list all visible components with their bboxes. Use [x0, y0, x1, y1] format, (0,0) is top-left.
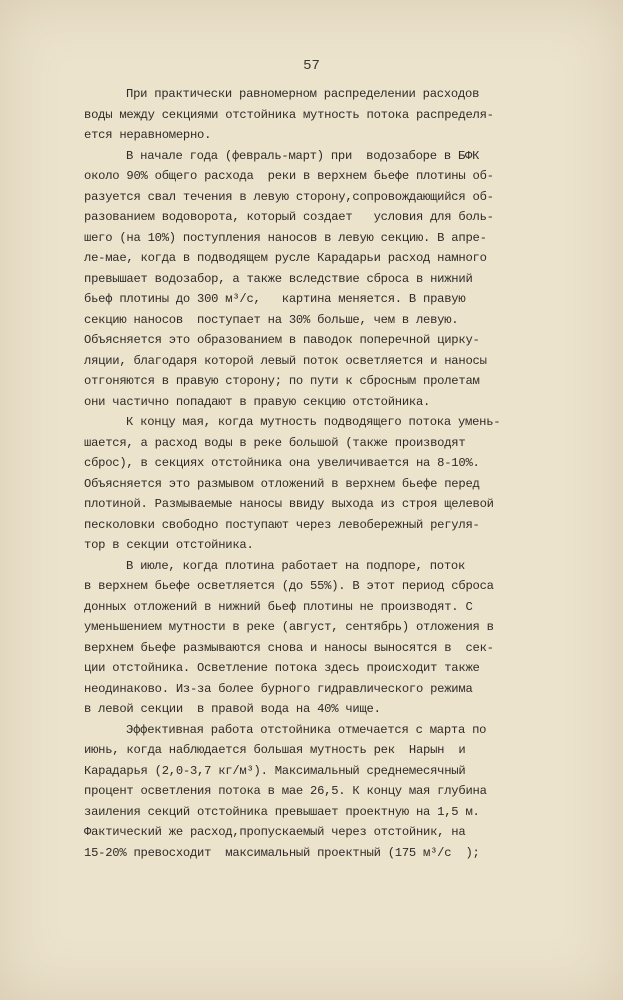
text-line: донных отложений в нижний бьеф плотины не производят. С: [84, 599, 473, 614]
text-line: разованием водоворота, который создает условия для боль-: [84, 210, 494, 224]
text-line: превышает водозабор, а также вследствие сброса в нижний: [84, 271, 473, 286]
text-line: Объясняется это образованием в паводок поперечной цирку-: [84, 333, 480, 347]
text-line: 15-20% превосходит максимальный проектный (175 м³/с );: [84, 845, 480, 860]
text-line: уменьшением мутности в реке (август, сентябрь) отложения в: [84, 620, 494, 634]
text-line: бьеф плотины до 300 м³/с, картина меняется. В правую: [84, 292, 466, 306]
body-text: [84, 84, 544, 863]
text-line: шего (на 10%) поступления наносов в левую секцию. В апре-: [84, 230, 487, 245]
text-line: При практически равномерном распределении расходов: [126, 87, 480, 101]
text-line: Эффективная работа отстойника отмечается с марта по: [126, 722, 487, 737]
text-line: В июле, когда плотина работает на подпоре, поток: [126, 558, 466, 573]
page-number: 57: [303, 58, 320, 74]
text-line: В начале года (февраль-март) при водозаборе в БФК: [126, 148, 480, 163]
text-line: разуется свал течения в левую сторону,сопровождающийся об-: [84, 189, 494, 204]
text-line: июнь, когда наблюдается большая мутность рек Нарын и: [84, 743, 466, 757]
text-line: заиления секций отстойника превышает проектную на 1,5 м.: [84, 804, 480, 819]
text-line: процент осветления потока в мае 26,5. К концу мая глубина: [84, 784, 487, 798]
text-line: неодинаково. Из-за более бурного гидравлического режима: [84, 681, 473, 696]
text-line: К концу мая, когда мутность подводящего потока умень-: [126, 415, 501, 429]
text-line: ется неравномерно.: [84, 128, 212, 142]
text-line: в левой секции в правой вода на 40% чище.: [84, 702, 381, 716]
text-line: ле-мае, когда в подводящем русле Карадарьи расход намного: [84, 251, 487, 265]
text-line: плотиной. Размываемые наносы ввиду выхода из строя щелевой: [84, 497, 494, 511]
text-line: верхнем бьефе размываются снова и наносы выносятся в сек-: [84, 640, 494, 655]
text-line: тор в секции отстойника.: [84, 538, 254, 552]
text-line: ции отстойника. Осветление потока здесь происходит также: [84, 661, 480, 675]
text-line: сброс), в секциях отстойника она увеличивается на 8-10%.: [84, 456, 480, 470]
text-line: Карадарья (2,0-3,7 кг/м³). Максимальный среднемесячный: [84, 763, 466, 778]
text-line: они частично попадают в правую секцию отстойника.: [84, 394, 431, 409]
text-line: Фактический же расход,пропускаемый через отстойник, на: [84, 825, 466, 839]
text-line: песколовки свободно поступают через левобережный регуля-: [84, 517, 480, 532]
text-line: около 90% общего расхода реки в верхнем бьефе плотины об-: [84, 169, 494, 183]
text-line: отгоняются в правую сторону; по пути к сбросным пролетам: [84, 374, 480, 388]
text-line: шается, а расход воды в реке большой (также производят: [84, 435, 466, 450]
text-line: Объясняется это размывом отложений в верхнем бьефе перед: [84, 476, 480, 491]
text-line: в верхнем бьефе осветляется (до 55%). В этот период сброса: [84, 579, 494, 593]
text-line: воды между секциями отстойника мутность потока распределя-: [84, 107, 494, 122]
text-line: секцию наносов поступает на 30% больше, чем в левую.: [84, 312, 459, 327]
text-line: ляции, благодаря которой левый поток осветляется и наносы: [84, 353, 487, 368]
